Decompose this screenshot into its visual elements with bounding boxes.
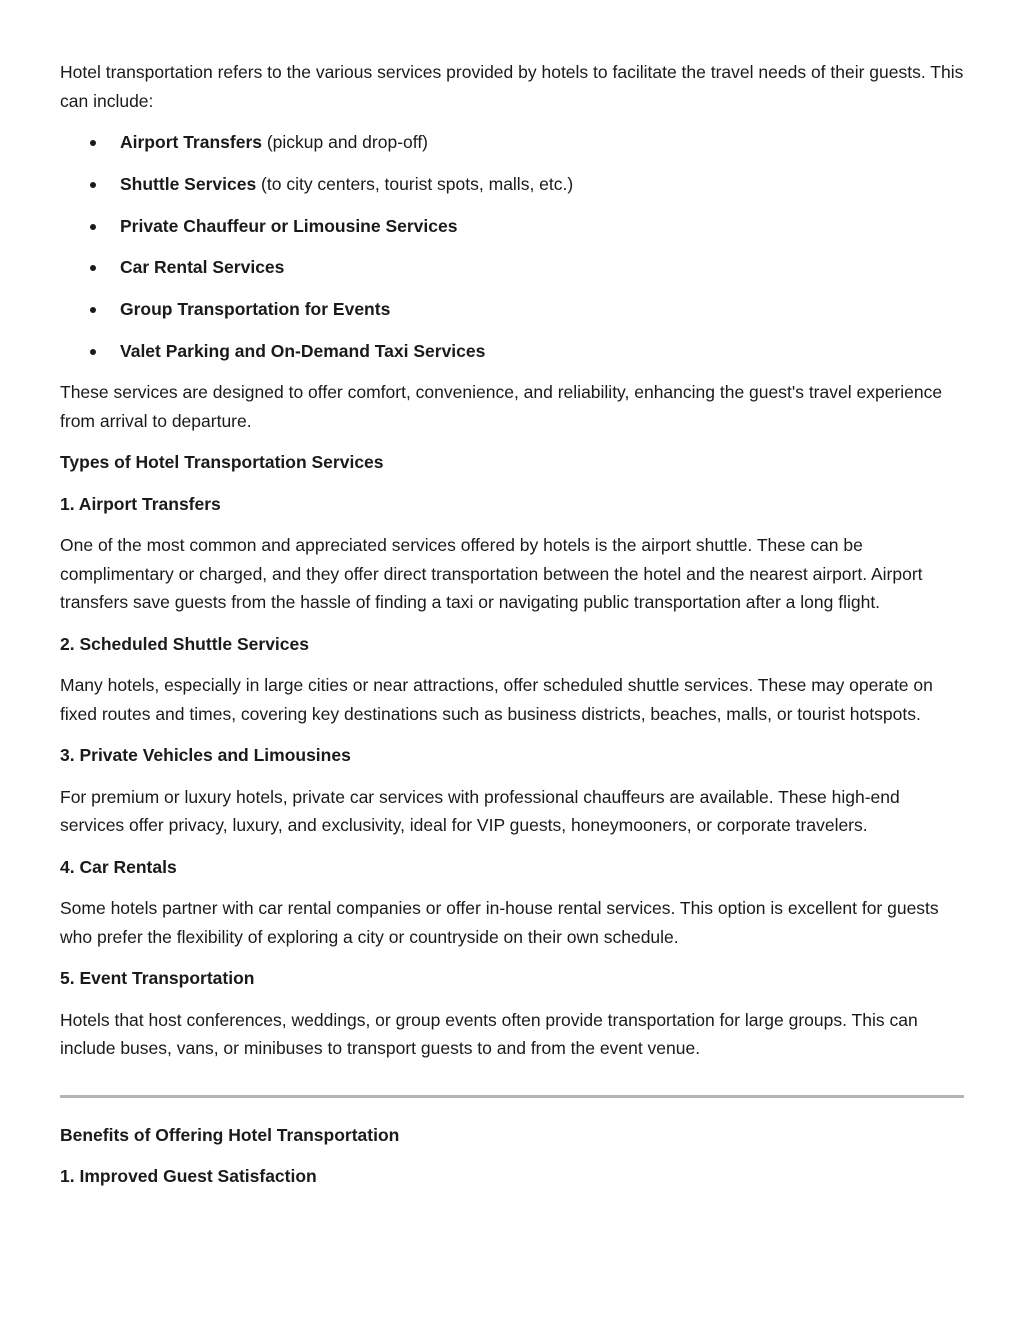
list-item-bold: Car Rental Services xyxy=(120,257,285,278)
list-item xyxy=(60,337,964,366)
intro-paragraph: Hotel transportation refers to the various services provided by hotels to facilitate the travel needs of their guests. This can include: xyxy=(60,62,964,111)
divider xyxy=(60,1095,964,1098)
list-item-bold: Shuttle Services xyxy=(120,173,257,194)
list-item-bold: Airport Transfers xyxy=(120,132,262,152)
section-heading-guest-satisfaction: 1. Improved Guest Satisfaction xyxy=(60,1166,317,1187)
section-text-event-transportation: Hotels that host conferences, weddings, or group events often provide transportation for large groups. This can include buses, vans, or minibuses to transport guests to and from the event venue. xyxy=(60,1009,918,1059)
benefits-heading: Benefits of Offering Hotel Transportation xyxy=(60,1124,400,1145)
list-item xyxy=(60,212,964,241)
list-item xyxy=(60,253,964,282)
section-text-airport-transfers: One of the most common and appreciated services offered by hotels is the airport shuttle. These can be complimentary or charged, and they offer direct transportation between the hotel and the nearest airport. Airport transfers save guests from the hassle of finding a taxi or navigating public transportation after a long flight. xyxy=(60,535,923,613)
section-text-shuttle-services: Many hotels, especially in large cities or near attractions, offer scheduled shuttle services. These may operate on fixed routes and times, covering key destinations such as business districts, beaches, malls, or tourist hotspots. xyxy=(60,675,933,724)
list-item-bold: Group Transportation for Events xyxy=(120,299,391,320)
list-item-text: (pickup and drop-off) xyxy=(261,132,429,152)
section-heading-airport-transfers: 1. Airport Transfers xyxy=(60,493,221,514)
list-item xyxy=(60,128,964,157)
summary-paragraph: These services are designed to offer comfort, convenience, and reliability, enhancing the guest's travel experience from arrival to departure. xyxy=(60,382,943,431)
services-list xyxy=(60,128,964,365)
list-item xyxy=(60,295,964,324)
list-item-text: (to city centers, tourist spots, malls, etc.) xyxy=(256,173,574,194)
section-text-car-rentals: Some hotels partner with car rental companies or offer in-house rental services. This option is excellent for guests who prefer the flexibility of exploring a city or countryside on their own schedule. xyxy=(60,898,939,947)
list-item-bold: Private Chauffeur or Limousine Services xyxy=(120,215,458,236)
section-heading-event-transportation: 5. Event Transportation xyxy=(60,968,255,989)
section-heading-car-rentals: 4. Car Rentals xyxy=(60,856,177,877)
list-item xyxy=(60,170,964,199)
types-heading: Types of Hotel Transportation Services xyxy=(60,452,384,473)
section-heading-private-vehicles: 3. Private Vehicles and Limousines xyxy=(60,745,351,766)
list-item-bold: Valet Parking and On-Demand Taxi Services xyxy=(120,340,486,361)
section-text-private-vehicles: For premium or luxury hotels, private car services with professional chauffeurs are available. These high-end services offer privacy, luxury, and exclusivity, ideal for VIP guests, honeymooners, or corporate travelers. xyxy=(60,786,900,836)
document-page xyxy=(60,58,964,1204)
section-heading-shuttle-services: 2. Scheduled Shuttle Services xyxy=(60,633,309,654)
